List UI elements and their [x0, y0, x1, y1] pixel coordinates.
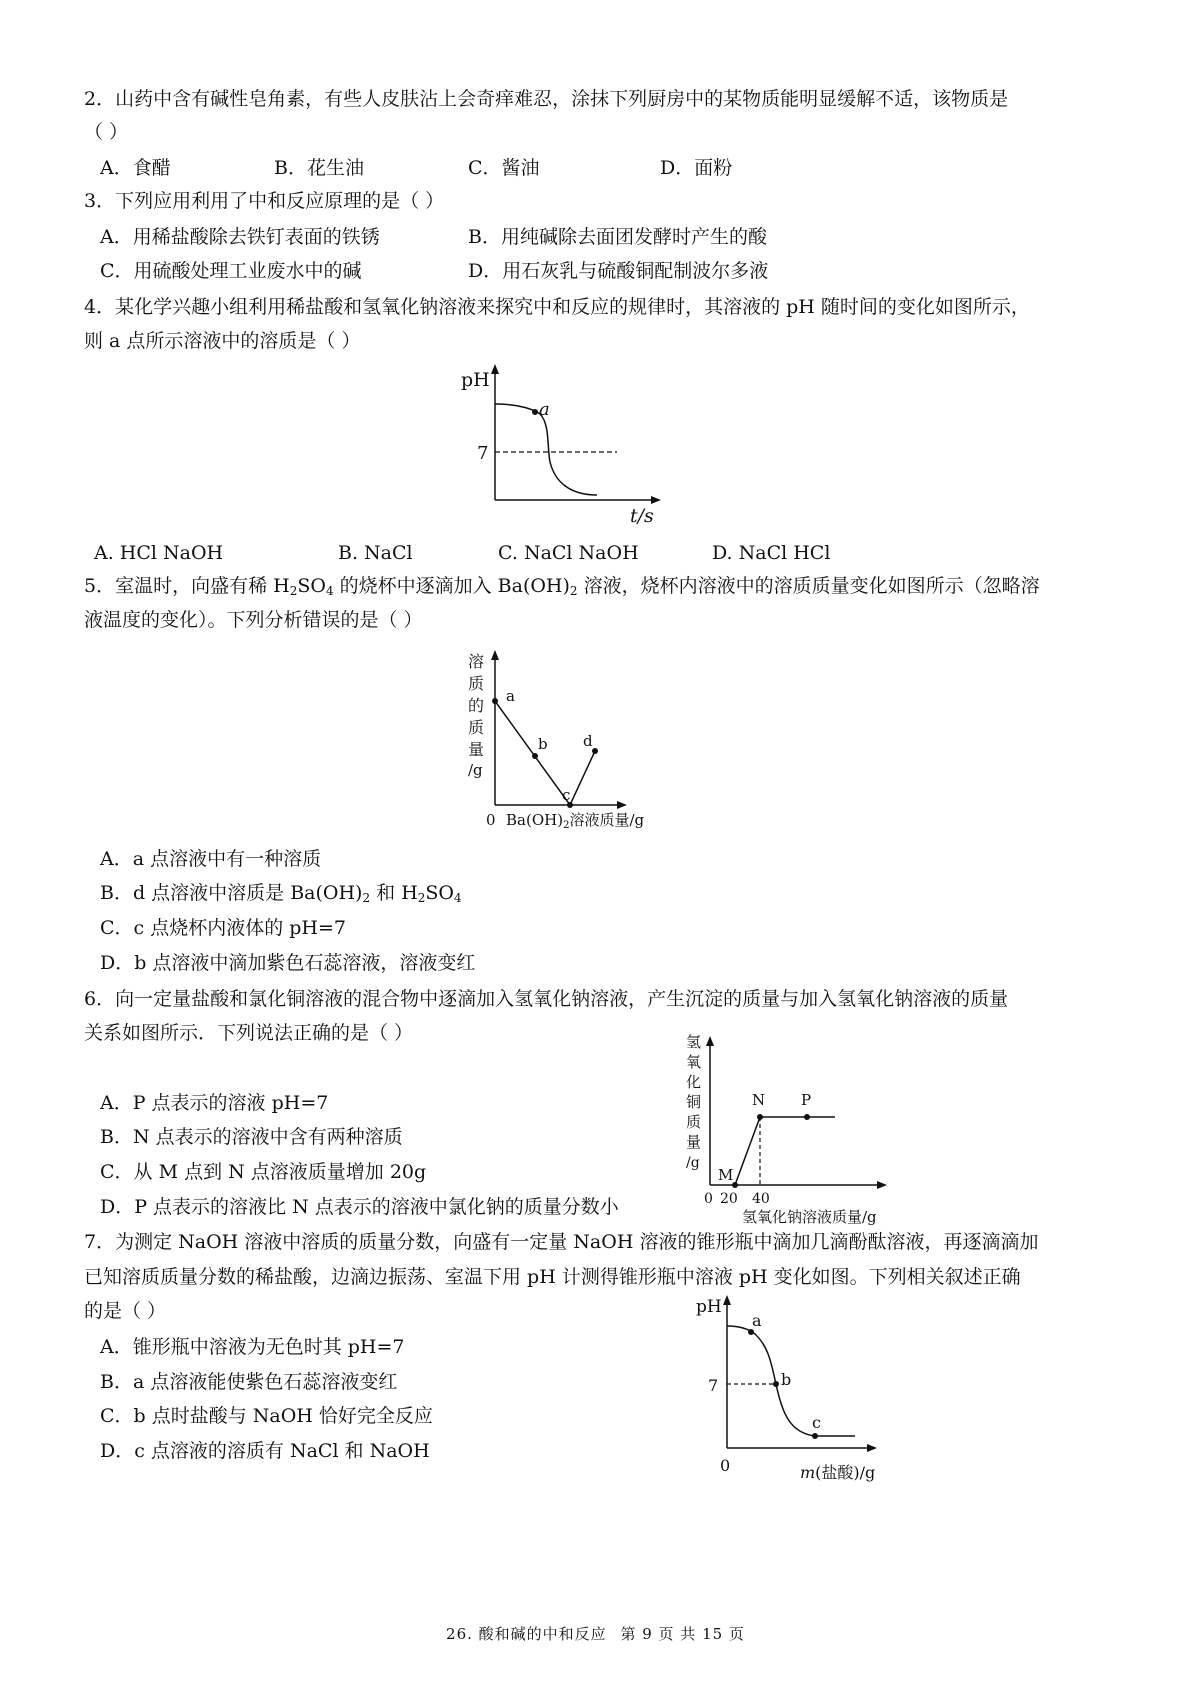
q7-y7-label: 7 [708, 1376, 719, 1395]
q7-stem-line1: 7．为测定 NaOH 溶液中溶质的质量分数，向盛有一定量 NaOH 溶液的锥形瓶中滴加几滴酚酞溶液，再逐滴滴加 [84, 1231, 1039, 1253]
q5-option-d: D．b 点溶液中滴加紫色石蕊溶液，溶液变红 [100, 952, 476, 974]
q5-option-b: B．d 点溶液中溶质是 $Ba(OH)_2$ 和 $H_2SO_4$ [100, 882, 462, 905]
q6-point-m-label: M [718, 1166, 734, 1184]
q4-x-label: t/s [630, 505, 654, 527]
q5-origin-label: 0 [486, 811, 496, 829]
q2-stem-line1: 2．山药中含有碱性皂角素，有些人皮肤沾上会奇痒难忍，涂抹下列厨房中的某物质能明显缓解不适，该物质是 [84, 88, 1009, 110]
q4-option-d: D. NaCl HCl [712, 542, 831, 564]
q5-option-c: C．c 点烧杯内液体的 pH=7 [100, 917, 346, 939]
q5-y-label-3: 的 [468, 696, 485, 715]
q5-y-label-2: 质 [468, 674, 485, 693]
q4-point-a [532, 409, 538, 415]
q4-y-arrow [491, 364, 499, 374]
q5-option-a: A．a 点溶液中有一种溶质 [100, 848, 322, 870]
q6-point-n-label: N [752, 1091, 766, 1109]
q6-tick-40: 40 [752, 1191, 770, 1207]
q4-stem-line2: 则 a 点所示溶液中的溶质是（ ） [84, 330, 361, 352]
q7-point-a-label: a [752, 1311, 762, 1330]
q6-y-label-3: 化 [686, 1073, 702, 1091]
q6-option-c: C．从 M 点到 N 点溶液质量增加 20g [100, 1161, 427, 1183]
q6-y-label-1: 氢 [686, 1033, 702, 1051]
q6-precipitate-chart [680, 1025, 895, 1225]
q5-stem-line1: 5．室温时，向盛有稀 $H_2SO_4$ 的烧杯中逐滴加入 $Ba(OH)_2$ 溶液，烧杯内溶液中的溶质质量变化如图所示（忽略溶 [84, 575, 1040, 598]
q4-stem-line1: 4．某化学兴趣小组利用稀盐酸和氢氧化钠溶液来探究中和反应的规律时，其溶液的 pH 随时间的变化如图所示， [84, 296, 1030, 318]
q6-x-arrow [877, 1181, 887, 1189]
q7-ph-acid-chart [690, 1288, 900, 1488]
q3-option-c: C．用硫酸处理工业废水中的碱 [100, 260, 362, 282]
q4-y7-label: 7 [477, 443, 489, 464]
q6-y-label-4: 铜 [686, 1093, 702, 1111]
q3-option-a: A．用稀盐酸除去铁钉表面的铁锈 [100, 226, 380, 248]
q6-y-arrow [706, 1036, 714, 1046]
q4-point-a-label: a [539, 399, 550, 420]
q5-solute-mass-chart [460, 645, 660, 835]
q5-y-label-1: 溶 [468, 652, 485, 671]
q6-origin-label: 0 [704, 1191, 713, 1207]
q5-y-label-5: 量 [468, 740, 485, 759]
q5-point-c-label: c [562, 786, 571, 804]
q4-option-c: C. NaCl NaOH [498, 542, 639, 564]
q6-point-p-label: P [801, 1091, 812, 1109]
q5-y-label-6: /g [468, 761, 483, 779]
q5-point-b [532, 753, 538, 759]
q6-stem-line1: 6．向一定量盐酸和氯化铜溶液的混合物中逐滴加入氢氧化钠溶液，产生沉淀的质量与加入氢氧化钠溶液的质量 [84, 988, 1009, 1010]
q7-point-c-label: c [812, 1413, 821, 1432]
q7-point-c [812, 1433, 818, 1439]
q5-y-arrow [491, 650, 499, 660]
q4-ph-time-chart [455, 362, 670, 527]
q7-point-b [773, 1381, 779, 1387]
page-footer [0, 1623, 1191, 1644]
q6-option-b: B．N 点表示的溶液中含有两种溶质 [100, 1126, 403, 1148]
q5-point-d-label: d [583, 732, 593, 750]
q4-y-label: pH [461, 369, 490, 391]
q4-option-b: B. NaCl [338, 542, 413, 564]
q6-curve [735, 1117, 835, 1185]
q7-point-b-label: b [781, 1370, 792, 1389]
q7-x-arrow [867, 1444, 877, 1452]
q7-x-label: m(盐酸)/g [800, 1463, 876, 1482]
footer-title: 26. 酸和碱的中和反应 [446, 1625, 607, 1643]
q5-point-a [492, 698, 498, 704]
q5-stem-line2: 液温度的变化）。下列分析错误的是（ ） [84, 609, 423, 631]
q7-stem-line3: 的是（ ） [84, 1300, 167, 1322]
q6-y-label-2: 氧 [686, 1053, 702, 1071]
q2-option-b: B．花生油 [274, 157, 364, 179]
q2-option-a: A．食醋 [100, 157, 171, 179]
q6-option-a: A．P 点表示的溶液 pH=7 [100, 1092, 329, 1114]
q6-y-label-6: 量 [686, 1133, 702, 1151]
q7-y-label: pH [696, 1297, 722, 1317]
q7-option-d: D．c 点溶液的溶质有 NaCl 和 NaOH [100, 1440, 430, 1462]
q4-x-arrow [651, 496, 661, 504]
q6-option-d: D．P 点表示的溶液比 N 点表示的溶液中氯化钠的质量分数小 [100, 1196, 619, 1218]
q7-option-c: C．b 点时盐酸与 NaOH 恰好完全反应 [100, 1405, 433, 1427]
q5-point-b-label: b [538, 735, 548, 753]
q5-x-label: $Ba(OH)_2$溶液质量/g [506, 811, 645, 831]
q7-y-arrow [723, 1295, 731, 1305]
q6-tick-20: 20 [720, 1191, 738, 1207]
q4-option-a: A. HCl NaOH [94, 542, 224, 564]
q7-origin-label: 0 [720, 1456, 731, 1475]
q7-option-b: B．a 点溶液能使紫色石蕊溶液变红 [100, 1371, 398, 1393]
q3-option-d: D．用石灰乳与硫酸铜配制波尔多液 [468, 260, 769, 282]
q2-option-d: D．面粉 [660, 157, 733, 179]
q5-v-curve [495, 701, 595, 805]
footer-page-number: 第 9 页 共 15 页 [620, 1625, 745, 1643]
q6-y-label-5: 质 [686, 1113, 702, 1131]
q5-y-label-4: 质 [468, 718, 485, 737]
q6-stem-line2: 关系如图所示．下列说法正确的是（ ） [84, 1022, 414, 1044]
q2-stem-line2: （ ） [84, 121, 129, 143]
q5-point-a-label: a [506, 687, 515, 705]
q2-option-c: C．酱油 [468, 157, 540, 179]
q3-stem: 3．下列应用利用了中和反应原理的是（ ） [84, 190, 445, 212]
q6-point-p [804, 1114, 810, 1120]
q6-point-n [757, 1114, 763, 1120]
q7-option-a: A．锥形瓶中溶液为无色时其 pH=7 [100, 1336, 405, 1358]
q5-x-arrow [617, 801, 627, 809]
q6-x-label: 氢氧化钠溶液质量/g [742, 1208, 877, 1225]
q7-stem-line2: 已知溶质质量分数的稀盐酸，边滴边振荡、室温下用 pH 计测得锥形瓶中溶液 pH 变化如图。下列相关叙述正确 [84, 1266, 1021, 1288]
q6-y-label-7: /g [686, 1155, 700, 1171]
q5-point-d [592, 748, 598, 754]
q3-option-b: B．用纯碱除去面团发酵时产生的酸 [468, 226, 767, 248]
